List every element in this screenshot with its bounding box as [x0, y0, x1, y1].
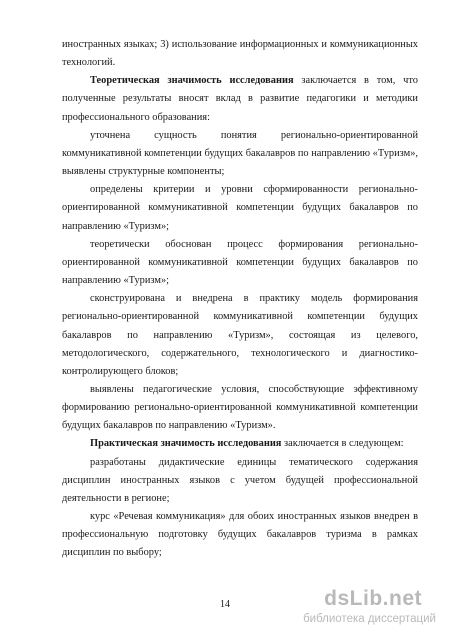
paragraph-text: определены критерии и уровни сформированности регионально-ориентированной коммуникативной компетенции будущих бакалавров по направлению «Туризм»;: [62, 184, 418, 232]
watermark: [288, 587, 438, 629]
paragraph: [62, 508, 418, 562]
paragraph-text: теоретически обоснован процесс формирования регионально-ориентированной коммуникативной компетенции будущих бакалавров по направлению «Туризм»;: [62, 238, 418, 287]
paragraph-lead: Практическая значимость исследования: [90, 438, 282, 450]
document-body: [62, 36, 418, 563]
paragraph-text: иностранных языках; 3) использование информационных и коммуникационных технологий.: [62, 39, 418, 69]
paragraph: [62, 236, 418, 290]
watermark-caption: библиотека диссертаций: [303, 613, 436, 625]
paragraph: [62, 290, 418, 381]
paragraph-text: курс «Речевая коммуникация» для обоих иностранных языков внедрен в профессиональную подготовку будущих бакалавров туризма в рамках дисциплин по выбору;: [62, 511, 418, 559]
paragraph-text: сконструирована и внедрена в практику модель формирования регионально-ориентированной коммуникативной компетенции будущих бакалавров по направлению «Туризм», состоящая из целевого, методологического, содержательного, технологического и диагностико-контролирующего блоков;: [62, 293, 418, 377]
page-number: 14: [220, 599, 230, 610]
paragraph: [62, 181, 418, 235]
paragraph-text: разработаны дидактические единицы тематического содержания дисциплин иностранных языков с учетом будущей профессиональной деятельности в регионе;: [62, 456, 418, 504]
paragraph: [62, 127, 418, 181]
paragraph: [62, 381, 418, 435]
paragraph: [62, 454, 418, 508]
paragraph: [62, 72, 418, 126]
paragraph: [62, 36, 418, 72]
paragraph-lead: Теоретическая значимость исследования: [90, 75, 294, 87]
paragraph: [62, 435, 418, 453]
paragraph-text: выявлены педагогические условия, способствующие эффективному формированию регионально-ориентированной коммуникативной компетенции будущих бакалавров по направлению «Туризм».: [62, 383, 418, 432]
paragraph-text: заключается в следующем:: [281, 438, 404, 450]
paragraph-text: уточнена сущность понятия регионально-ориентированной коммуникативной компетенции будущих бакалавров по направлению «Туризм», выявлены структурные компоненты;: [62, 129, 418, 178]
paragraph-text: заключается в том, что полученные результаты вносят вклад в развитие педагогики и методики профессионального образования:: [62, 75, 418, 123]
watermark-logo: dsLib.net: [324, 587, 422, 610]
